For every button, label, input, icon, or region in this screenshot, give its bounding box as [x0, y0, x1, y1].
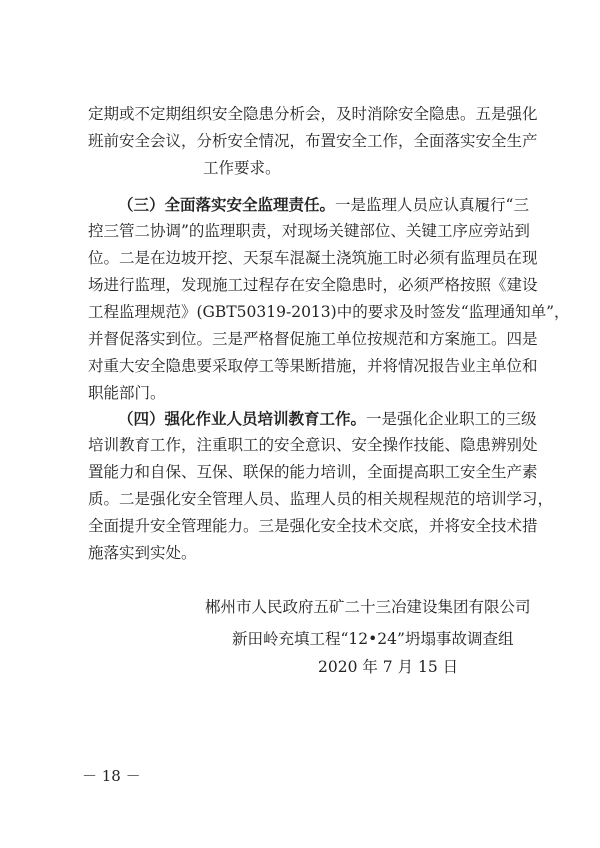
section-heading: （三）全面落实安全监理责任。: [118, 195, 336, 214]
text-line: 工作要求。: [203, 159, 281, 177]
text-line: 并督促落实到位。三是严格督促施工单位按规范和方案施工。四是: [88, 330, 538, 348]
text-line: 对重大安全隐患要采取停工等果断措施，并将情况报告业主单位和: [88, 357, 538, 375]
text-line: 全面提升安全管理能力。三是强化安全技术交底，并将安全技术措: [88, 517, 538, 535]
paragraph-continuation: [88, 101, 538, 182]
signature-investigation-group: 新田岭充填工程“12•24”坍塌事故调查组: [232, 630, 514, 648]
text-line: 职能部门。: [88, 384, 166, 402]
signature-date: 2020 年 7 月 15 日: [318, 658, 459, 676]
section-three-paragraph: [88, 191, 570, 407]
text-line: 施落实到实处。: [88, 544, 197, 562]
text-line: 班前安全会议，分析安全情况，布置安全工作，全面落实安全生产: [88, 132, 538, 150]
page-number: － 18 －: [82, 767, 141, 785]
text-line: 控三管二协调”的监理职责，对现场关键部位、关键工序应旁站到: [88, 222, 530, 240]
signature-organization: 郴州市人民政府五矿二十三冶建设集团有限公司: [205, 598, 531, 616]
section-four-paragraph: [88, 405, 554, 567]
text-line: 质。二是强化安全管理人员、监理人员的相关规程规范的培训学习，: [88, 490, 554, 508]
section-heading: （四）强化作业人员培训教育工作。: [118, 409, 367, 428]
text-line: 定期或不定期组织安全隐患分析会，及时消除安全隐患。五是强化: [88, 105, 538, 123]
text-line: 培训教育工作，注重职工的安全意识、安全操作技能、隐患辨别处: [88, 436, 538, 454]
text-line: 置能力和自保、互保、联保的能力培训，全面提高职工安全生产素: [88, 463, 538, 481]
text-line: 工程监理规范》(GBT50319-2013)中的要求及时签发“监理通知单”，: [88, 303, 570, 321]
text-line: 位。二是在边坡开挖、天泵车混凝土浇筑施工时必须有监理员在现: [88, 249, 538, 267]
text-line: [88, 405, 537, 432]
text-line: [88, 191, 528, 218]
text-run: 一是监理人员应认真履行“三: [335, 196, 529, 214]
text-line: 场进行监理，发现施工过程存在安全隐患时，必须严格按照《建设: [88, 276, 538, 294]
text-run: 一是强化企业职工的三级: [366, 410, 537, 428]
